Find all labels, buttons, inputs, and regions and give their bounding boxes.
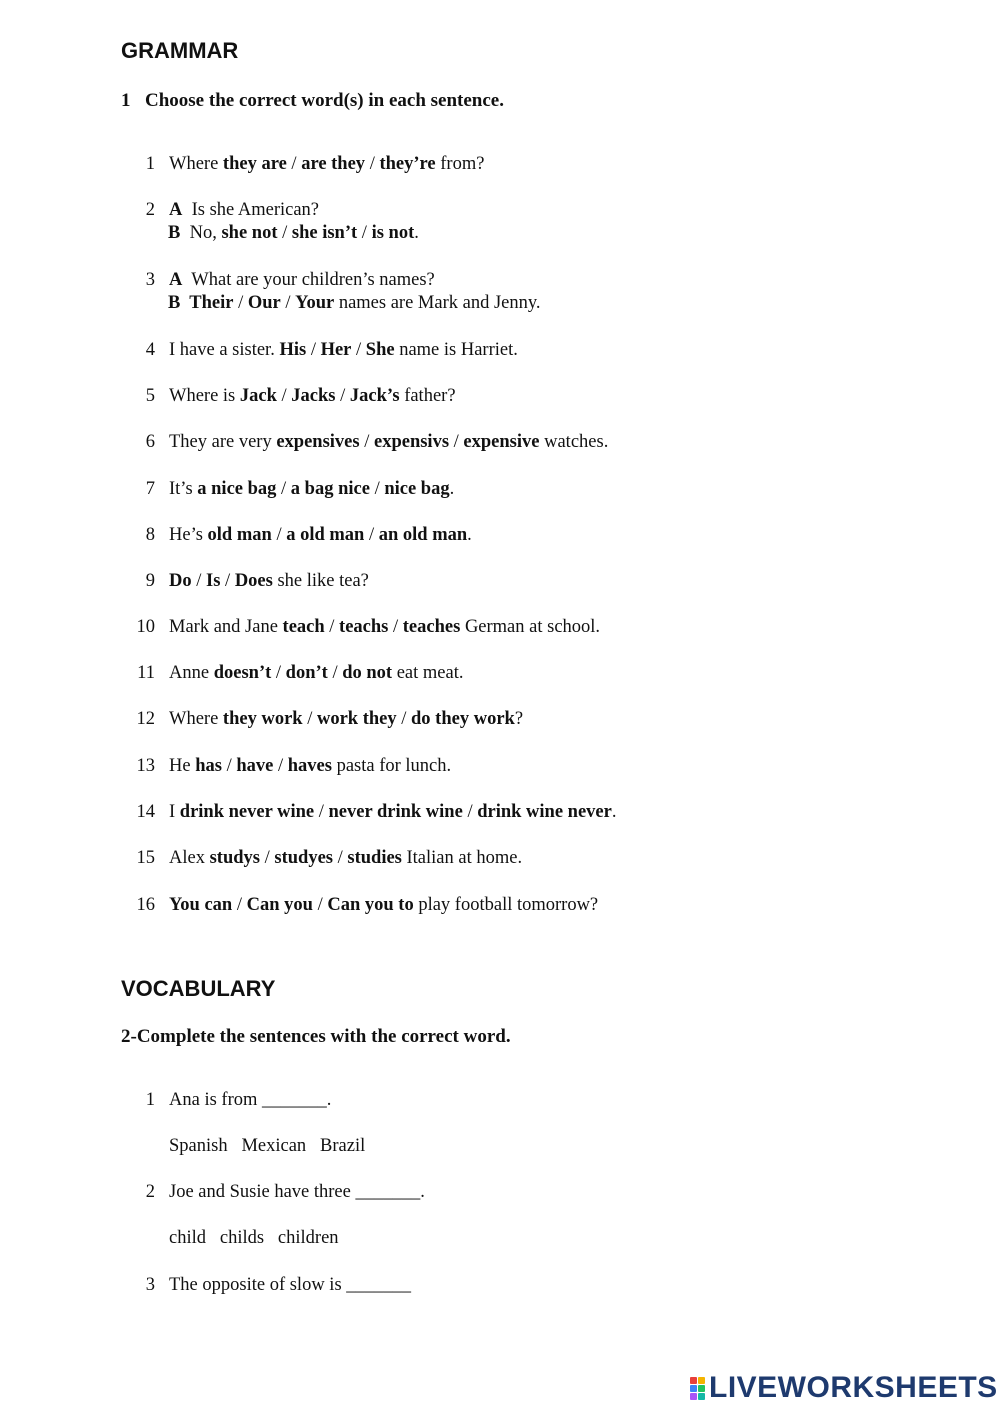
sentence-text: . [467,525,472,545]
sentence-text: / [351,340,366,360]
grammar-sentence [169,756,451,777]
liveworksheets-logo-icon [690,1377,705,1400]
sentence-text: eat meat. [392,663,464,683]
answer-option[interactable]: expensivs [373,432,450,452]
sentence-text: / [462,802,478,822]
sentence-text: No, [189,223,222,243]
sentence-text: . [611,802,617,822]
answer-option[interactable]: Can you to [327,895,414,915]
item-number: 7 [145,479,155,499]
answer-option[interactable]: studies [347,848,402,868]
sentence-text: / [191,571,207,591]
answer-option[interactable]: Is [206,571,221,591]
sentence-text: He’s [169,525,208,545]
answer-option[interactable]: they’re [379,154,436,174]
answer-option[interactable]: studys [209,848,260,868]
sentence-text: / [365,154,380,174]
answer-option[interactable]: expensive [463,432,540,452]
vocabulary-title: VOCABULARY [121,976,276,1001]
sentence-text: / [449,432,464,452]
grammar-sentence [169,709,523,730]
answer-option[interactable]: teachs [339,617,389,637]
sentence-text: Where [169,709,223,729]
sentence-text: from? [435,154,485,174]
answer-option[interactable]: Their [189,293,234,313]
answer-option[interactable]: a nice bag [197,479,277,499]
dialogue-text: Is she American? [182,200,320,220]
sentence-text: It’s [169,479,198,499]
dialogue-line-b [168,223,419,244]
answer-option[interactable]: You can [169,895,233,915]
sentence-text: she like tea? [272,571,369,591]
sentence-text: ? [514,709,524,729]
answer-option[interactable]: studyes [274,848,333,868]
dialogue-line-b [168,293,541,314]
sentence-text: Mark and Jane [169,617,283,637]
item-number: 3 [145,270,155,290]
answer-option[interactable]: a bag nice [290,479,370,499]
answer-option[interactable]: Her [320,340,352,360]
sentence-text: Where is [169,386,240,406]
answer-option[interactable]: doesn’t [213,663,272,683]
sentence-text: / [312,895,328,915]
sentence-text: . [414,223,419,243]
item-number: 8 [145,525,155,545]
sentence-text: / [280,293,296,313]
sentence-text: / [271,525,287,545]
grammar-sentence [169,848,522,869]
sentence-text: / [220,571,235,591]
sentence-text: / [233,293,248,313]
sentence-text: He [169,756,196,776]
grammar-sentence [169,663,463,684]
answer-option[interactable]: Can you [246,895,313,915]
item-number: 11 [137,663,155,683]
sentence-text: They are very [169,432,277,452]
speaker-label-b: B [168,293,190,313]
grammar-sentence [169,571,369,592]
sentence-text: / [332,848,348,868]
grammar-sentence [169,802,616,823]
logo-square [698,1385,705,1392]
answer-option[interactable]: drink never wine [179,802,315,822]
answer-option[interactable]: drink wine never [477,802,612,822]
answer-option[interactable]: old man [207,525,272,545]
grammar-sentence [169,386,456,407]
vocabulary-sentence[interactable]: Joe and Susie have three _______. [169,1182,425,1202]
word-options: child childs children [169,1228,339,1248]
answer-option[interactable]: teach [282,617,325,637]
sentence-text: / [286,154,302,174]
liveworksheets-logo-text: LIVEWORKSHEETS [709,1371,998,1404]
answer-option[interactable]: has [195,756,222,776]
item-number: 5 [145,386,155,406]
item-number: 14 [136,802,155,822]
answer-option[interactable]: Our [247,293,281,313]
sentence-text: Alex [169,848,210,868]
logo-square [690,1377,697,1384]
grammar-sentence [169,617,600,638]
answer-option[interactable]: they are [222,154,287,174]
answer-option[interactable]: have [236,756,274,776]
answer-option[interactable]: is not [371,223,415,243]
speaker-label-b: B [168,223,190,243]
grammar-title: GRAMMAR [121,38,239,63]
answer-option[interactable]: Your [295,293,335,313]
item-number: 13 [136,756,155,776]
grammar-sentence [169,479,454,500]
answer-option[interactable]: Does [234,571,273,591]
item-number: 3 [145,1275,155,1295]
sentence-text: / [335,386,350,406]
sentence-text: father? [399,386,456,406]
sentence-text: / [364,525,379,545]
sentence-text: / [314,802,329,822]
logo-square [698,1377,705,1384]
item-number: 9 [145,571,155,591]
answer-option[interactable]: haves [287,756,332,776]
sentence-text: / [273,756,288,776]
item-number: 12 [136,709,155,729]
item-number: 2 [145,1182,155,1202]
sentence-text: Anne [169,663,214,683]
sentence-text: pasta for lunch. [331,756,452,776]
sentence-text: / [276,386,292,406]
grammar-instruction: Choose the correct word(s) in each sentence. [145,90,504,111]
answer-option[interactable]: do not [342,663,393,683]
answer-option[interactable]: nice bag [384,479,450,499]
sentence-text: I [169,802,180,822]
answer-option[interactable]: work they [316,709,397,729]
grammar-sentence [169,432,608,453]
word-options: Spanish Mexican Brazil [169,1136,366,1156]
sentence-text: / [369,479,385,499]
sentence-text: Italian at home. [401,848,523,868]
item-number: 16 [136,895,155,915]
answer-option[interactable]: they work [222,709,303,729]
item-number: 15 [136,848,155,868]
speaker-label-a: A [169,200,183,220]
item-number: 1 [145,1090,155,1110]
answer-option[interactable]: teaches [402,617,461,637]
sentence-text: names are Mark and Jenny. [334,293,541,313]
answer-option[interactable]: she isn’t [291,223,358,243]
sentence-text: / [271,663,286,683]
sentence-text: / [324,617,340,637]
sentence-text: / [259,848,275,868]
grammar-sentence [169,340,518,361]
answer-option[interactable]: she not [221,223,278,243]
sentence-text: / [396,709,412,729]
sentence-text: watches. [539,432,609,452]
answer-option[interactable]: do they work [411,709,515,729]
sentence-text: / [221,756,237,776]
logo-square [690,1385,697,1392]
sentence-text: I have a sister. [169,340,280,360]
sentence-text: name is Harriet. [394,340,518,360]
answer-option[interactable]: She [365,340,395,360]
dialogue-line-a [169,200,319,221]
sentence-text: / [327,663,343,683]
answer-option[interactable]: His [279,340,307,360]
sentence-text: / [276,479,291,499]
answer-option[interactable]: Do [169,571,192,591]
answer-option[interactable]: a old man [286,525,365,545]
answer-option[interactable]: don’t [285,663,328,683]
grammar-sentence [169,895,598,916]
item-number: 10 [136,617,155,637]
answer-option[interactable]: never drink wine [328,802,463,822]
sentence-text: / [277,223,292,243]
speaker-label-a: A [169,270,183,290]
item-number: 4 [145,340,155,360]
vocabulary-sentence[interactable]: The opposite of slow is _______ [169,1275,412,1295]
grammar-sentence [169,154,484,175]
answer-option[interactable]: expensives [276,432,360,452]
dialogue-text: What are your children’s names? [182,270,435,290]
answer-option[interactable]: an old man [378,525,468,545]
answer-option[interactable]: are they [301,154,366,174]
grammar-instruction-number: 1 [121,90,131,111]
sentence-text: . [449,479,455,499]
logo-square [698,1393,705,1400]
sentence-text: German at school. [460,617,601,637]
item-number: 6 [145,432,155,452]
item-number: 1 [145,154,155,174]
sentence-text: play football tomorrow? [413,895,599,915]
sentence-text: / [232,895,247,915]
answer-option[interactable]: Jack [239,386,277,406]
sentence-text: / [306,340,321,360]
vocabulary-sentence[interactable]: Ana is from _______. [169,1090,332,1110]
dialogue-line-a [169,270,435,291]
grammar-sentence [169,525,472,546]
item-number: 2 [145,200,155,220]
logo-square [690,1393,697,1400]
liveworksheets-logo [690,1373,998,1403]
sentence-text: / [359,432,374,452]
sentence-text: / [388,617,403,637]
answer-option[interactable]: Jack’s [349,386,400,406]
sentence-text: / [302,709,317,729]
sentence-text: Where [169,154,223,174]
sentence-text: / [357,223,372,243]
vocabulary-instruction: 2-Complete the sentences with the correct word. [121,1026,511,1047]
answer-option[interactable]: Jacks [291,386,336,406]
